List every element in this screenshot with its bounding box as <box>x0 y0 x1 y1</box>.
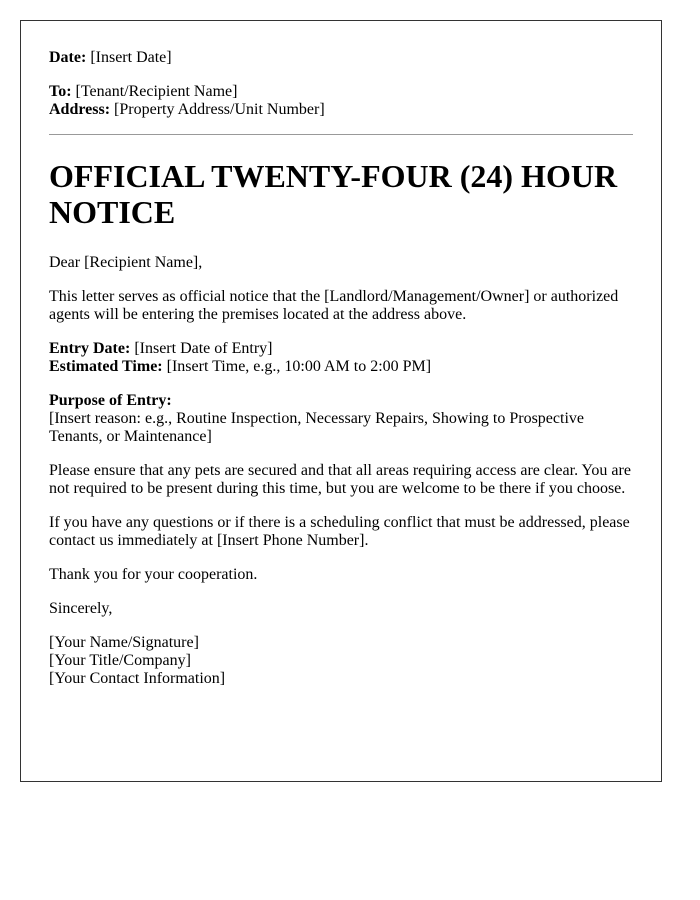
date-line <box>49 49 633 67</box>
to-value: [Tenant/Recipient Name] <box>75 83 238 100</box>
purpose-section <box>49 392 633 446</box>
entry-date-value: [Insert Date of Entry] <box>134 340 273 357</box>
address-value: [Property Address/Unit Number] <box>114 101 325 118</box>
to-label: To: <box>49 83 72 100</box>
signature-contact: [Your Contact Information] <box>49 670 226 687</box>
date-value: [Insert Date] <box>90 49 172 66</box>
intro-paragraph: This letter serves as official notice that the [Landlord/Management/Owner] or authorized agents will be entering the premises located at the address above. <box>49 288 619 323</box>
estimated-time-value: [Insert Time, e.g., 10:00 AM to 2:00 PM] <box>166 358 432 375</box>
entry-date-line <box>49 340 633 358</box>
purpose-label: Purpose of Entry: <box>49 392 172 409</box>
estimated-time-label: Estimated Time: <box>49 358 163 375</box>
to-line <box>49 83 633 101</box>
recipient-block <box>49 83 633 119</box>
date-label: Date: <box>49 49 87 66</box>
salutation: Dear [Recipient Name], <box>49 254 203 271</box>
notice-title: OFFICIAL TWENTY-FOUR (24) HOUR NOTICE <box>49 158 618 230</box>
estimated-time-line <box>49 358 633 376</box>
pets-paragraph: Please ensure that any pets are secured and that all areas requiring access are clear. You are not required to be present during this time, but you are welcome to be there if you choose. <box>49 462 631 497</box>
signature-name: [Your Name/Signature] <box>49 634 199 651</box>
notice-letter <box>20 20 662 782</box>
valediction: Sincerely, <box>49 600 113 617</box>
address-line <box>49 101 633 119</box>
signature-title-company: [Your Title/Company] <box>49 652 191 669</box>
header-divider <box>49 134 633 135</box>
signature-block <box>49 634 633 688</box>
entry-date-label: Entry Date: <box>49 340 131 357</box>
purpose-value: [Insert reason: e.g., Routine Inspection, Necessary Repairs, Showing to Prospective Tenants, or Maintenance] <box>49 410 584 445</box>
address-label: Address: <box>49 101 111 118</box>
entry-details <box>49 340 633 376</box>
questions-paragraph: If you have any questions or if there is a scheduling conflict that must be addressed, please contact us immediately at [Insert Phone Number]. <box>49 514 630 549</box>
thanks-line: Thank you for your cooperation. <box>49 566 258 583</box>
